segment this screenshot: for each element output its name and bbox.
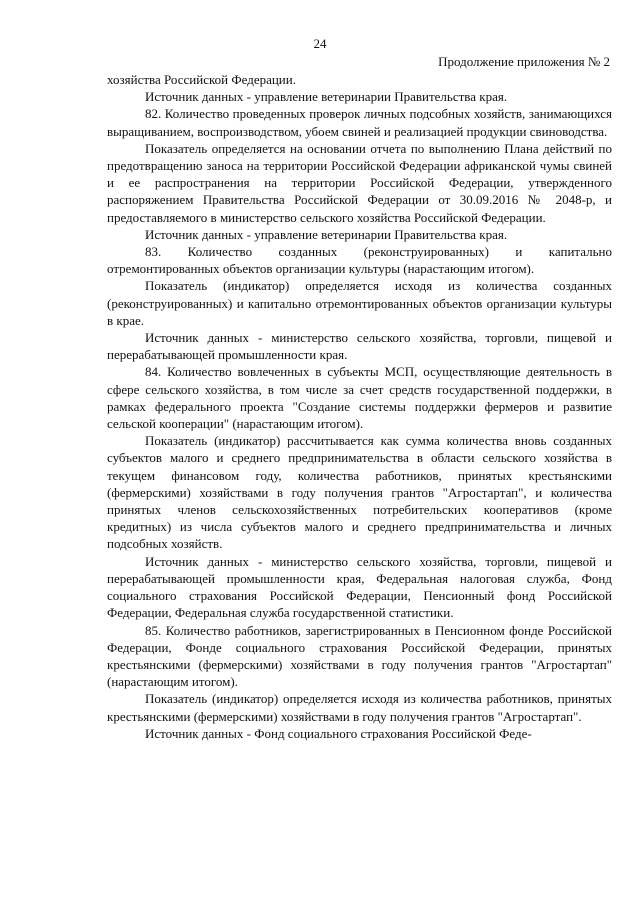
paragraph-item-83-method: Показатель (индикатор) определяется исходя из количества созданных (реконструированных) и капитально отремонтированных объектов организации культуры в крае.: [107, 278, 612, 328]
paragraph-source-fss: Источник данных - Фонд социального страхования Российской Феде-: [145, 725, 532, 741]
paragraph-item-84-method: Показатель (индикатор) рассчитывается как сумма количества вновь созданных субъектов малого и среднего предпринимательства в области сельского хозяйства в текущем финансовом году, количества работников, принятых крестьянскими (фермерскими) хозяйствами в году получения грантов "Агростартап", и количества принятых членов сельскохозяйственных потребительских кооперативов (кроме кредитных) из числа субъектов малого и среднего предпринимательства и личных подсобных хозяйств.: [107, 433, 612, 552]
paragraph-carryover: хозяйства Российской Федерации.: [107, 72, 296, 87]
paragraph-item-82: 82. Количество проведенных проверок личных подсобных хозяйств, занимающихся выращиванием, воспроизводством, убоем свиней и реализацией продукции свиноводства.: [107, 106, 612, 139]
document-body: [107, 71, 612, 742]
paragraph-source-agri-1: Источник данных - министерство сельского хозяйства, торговли, пищевой и перерабатывающей промышленности края.: [107, 330, 612, 363]
paragraph-item-84: 84. Количество вовлеченных в субъекты МСП, осуществляющие деятельность в сфере сельского хозяйства, в том числе за счет средств государственной поддержки, в рамках федерального проекта "Создание системы поддержки фермеров и развитие сельской кооперации" (нарастающим итогом).: [107, 364, 612, 432]
paragraph-source-vet-2: Источник данных - управление ветеринарии Правительства края.: [145, 226, 508, 242]
appendix-continuation-note: Продолжение приложения № 2: [438, 54, 610, 69]
paragraph-item-85-method: Показатель (индикатор) определяется исходя из количества работников, принятых крестьянскими (фермерскими) хозяйствами в году получения грантов "Агростартап".: [107, 691, 612, 724]
paragraph-item-82-method: Показатель определяется на основании отчета по выполнению Плана действий по предотвращению заноса на территории Российской Федерации африканской чумы свиней и ее распространения на территории Российской Федерации, утвержденного распоряжением Правительства Российской Федерации от 30.09.2016 № 2048-р, и предоставляемого в министерство сельского хозяйства Российской Федерации.: [107, 140, 612, 225]
paragraph-source-vet-1: Источник данных - управление ветеринарии Правительства края.: [145, 89, 508, 105]
page-number: 24: [313, 36, 327, 51]
paragraph-item-85: 85. Количество работников, зарегистрированных в Пенсионном фонде Российской Федерации, Фонде социального страхования Российской Федерации, принятых крестьянскими (фермерскими) хозяйствами в году получения грантов "Агростартап" (нарастающим итогом).: [107, 622, 612, 690]
paragraph-item-83: 83. Количество созданных (реконструированных) и капитально отремонтированных объектов организации культуры (нарастающим итогом).: [107, 244, 612, 277]
paragraph-source-agri-2: Источник данных - министерство сельского хозяйства, торговли, пищевой и перерабатывающей промышленности края, Федеральная налоговая служба, Фонд социального страхования Российской Федерации, Пенсионный фонд Российской Федерации, Федеральная служба государственной статистики.: [107, 553, 612, 621]
